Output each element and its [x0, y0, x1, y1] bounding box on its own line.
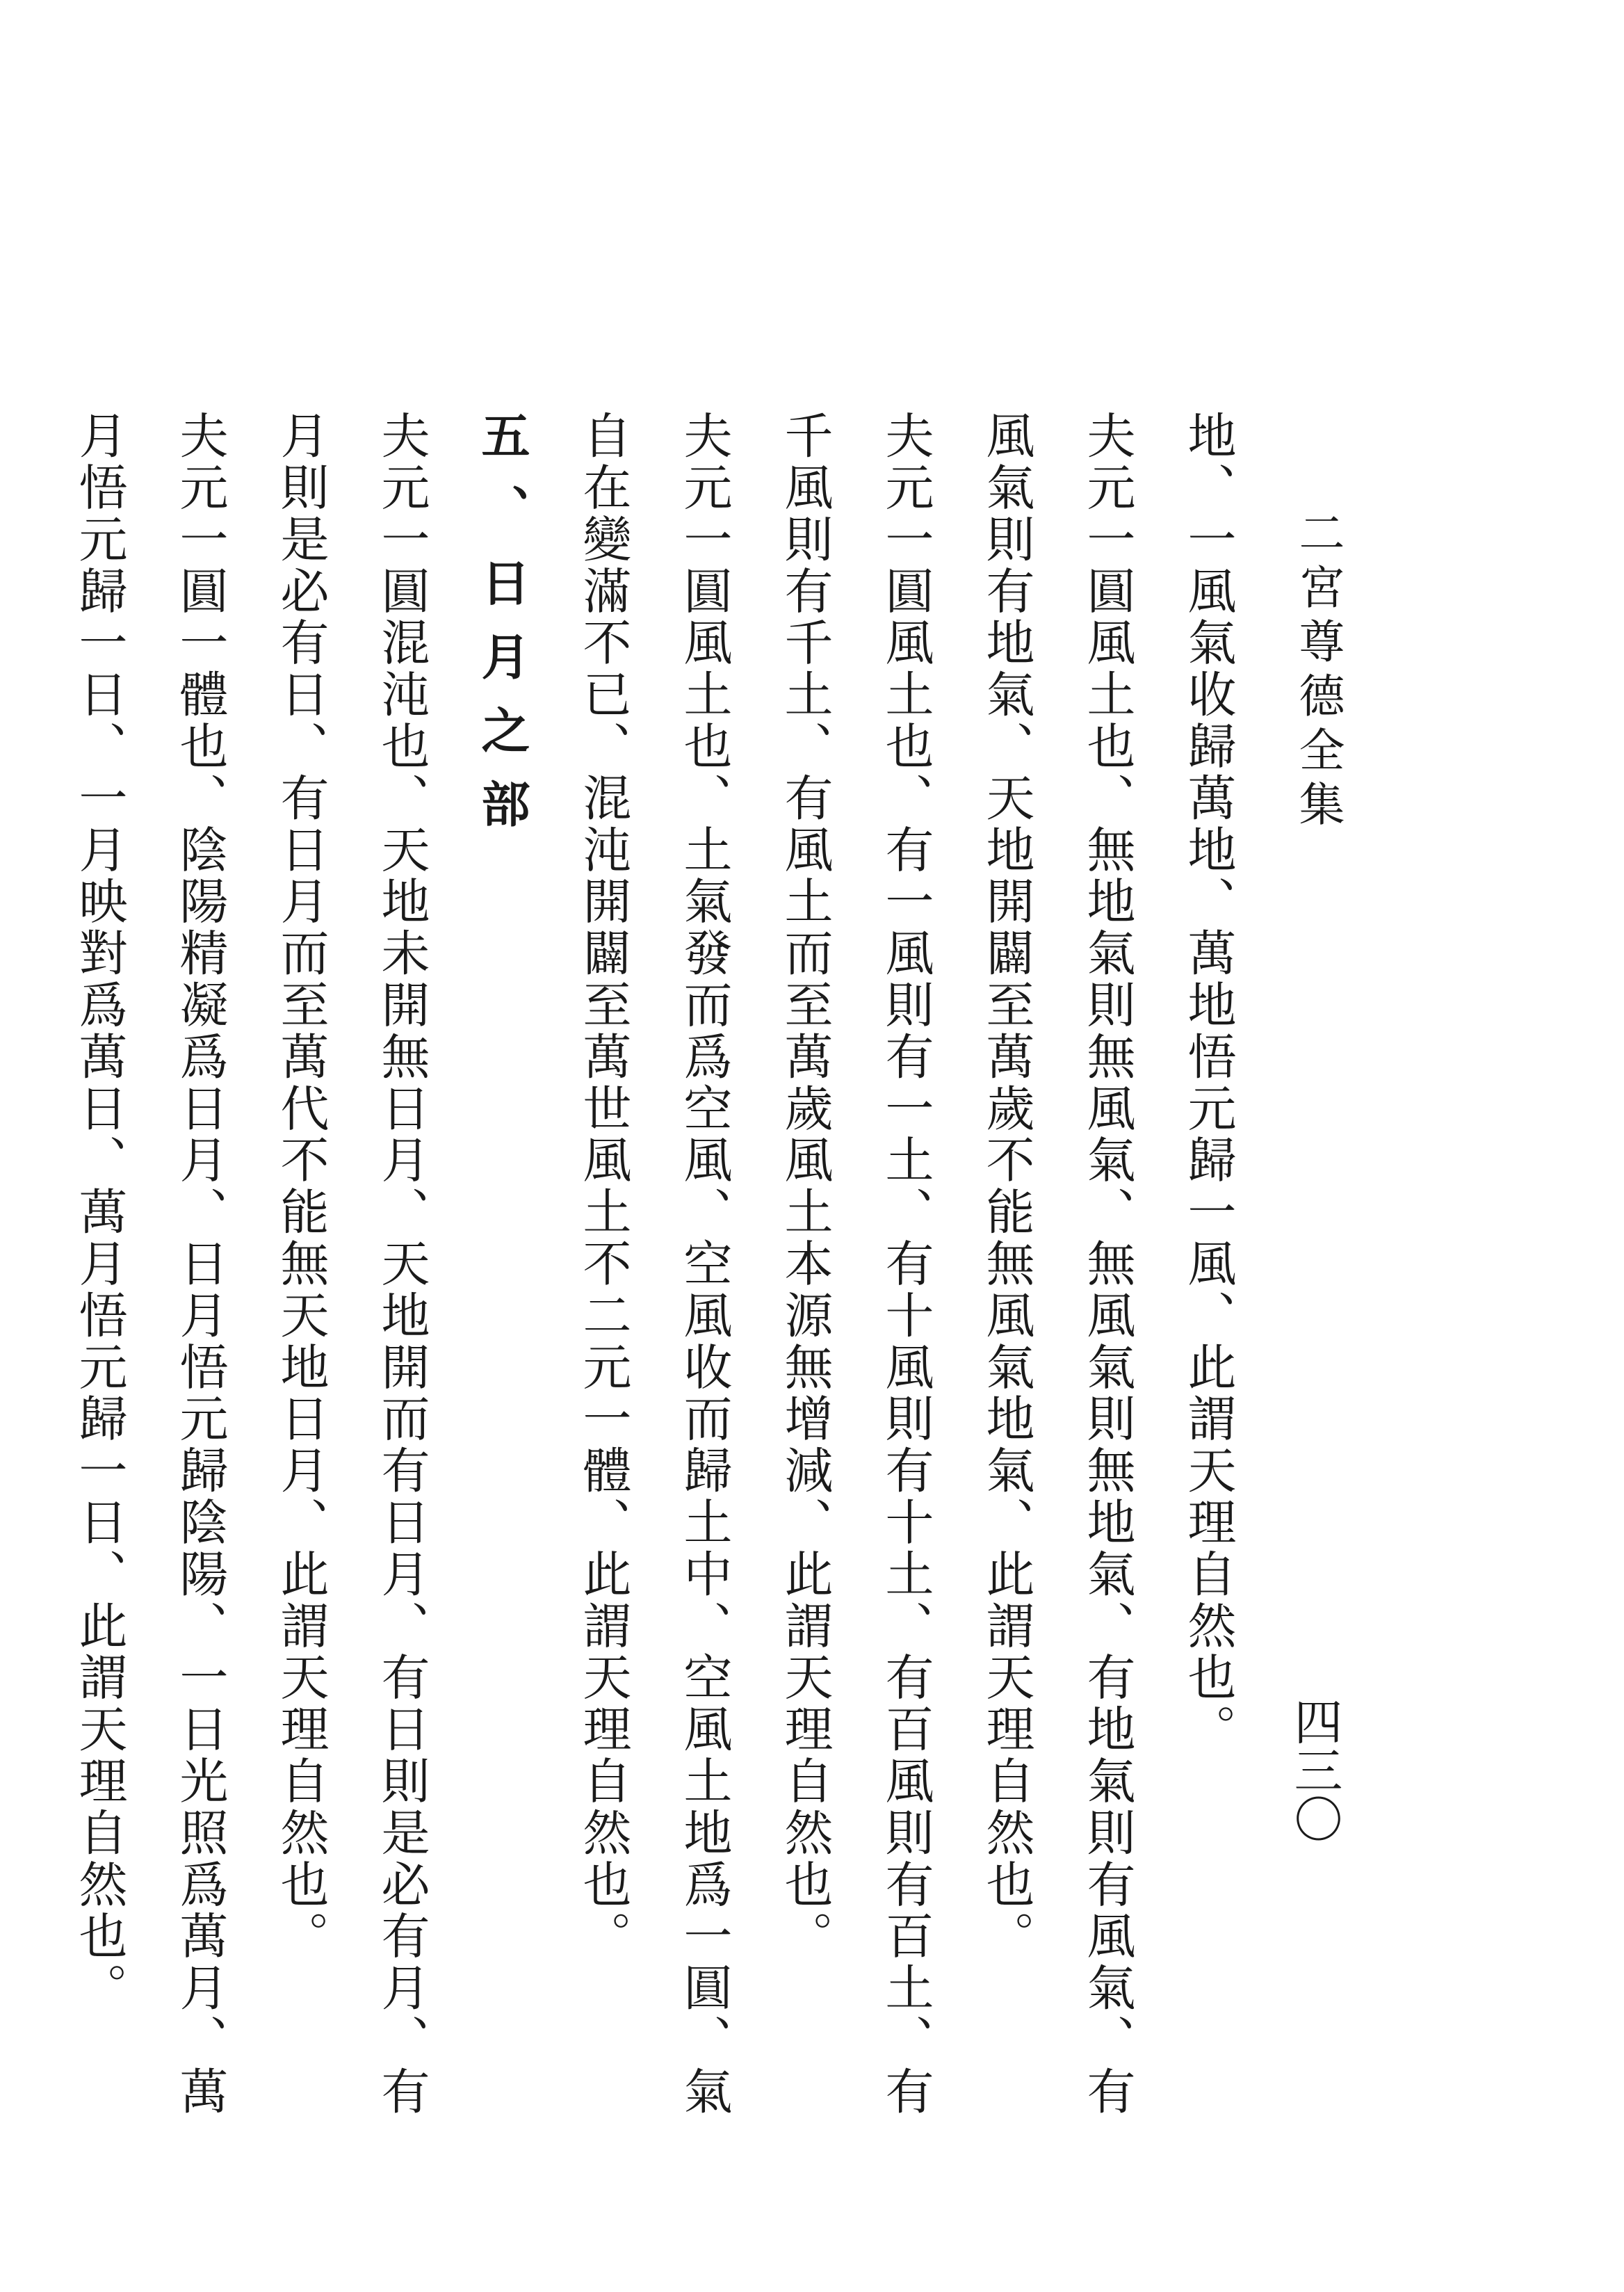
body-text: [71, 410, 1258, 2135]
paragraph: 夫元一圓一體也、陰陽精凝爲日月、日月悟元歸陰陽、一日光照爲萬月、萬月悟元歸一日、一月映對爲萬日、萬月悟元歸一日、此謂天理自然也。: [71, 410, 229, 2118]
paragraph: 夫元一圓混沌也、天地未開無日月、天地開而有日月、有日則是必有月、有月則是必有日、有日月而至萬代不能無天地日月、此謂天理自然也。: [273, 410, 430, 2118]
paragraph: 夫元一圓風土也、土氣發而爲空風、空風收而歸土中、空風土地爲一圓、氣自在變滿不已、混沌開闢至萬世風土不二元一體、此謂天理自然也。: [575, 410, 733, 2118]
section-heading: [452, 410, 553, 2135]
paragraph: 夫元一圓風土也、有一風則有一土、有十風則有十土、有百風則有百土、有千風則有千土、有風土而至萬歲風土本源無增減、此謂天理自然也。: [777, 410, 934, 2118]
section-title: 日月之部: [473, 558, 531, 853]
section-number: 五、: [473, 410, 531, 558]
running-title: 二宮尊德全集: [1291, 509, 1345, 834]
paragraph: 夫元一圓風土也、無地氣則無風氣、無風氣則無地氣、有地氣則有風氣、有風氣則有地氣、天地開闢至萬歲不能無風氣地氣、此謂天理自然也。: [978, 410, 1136, 2118]
page-number: 四三〇: [1286, 1697, 1343, 1843]
paragraph-continued: 地、一風氣收歸萬地、萬地悟元歸一風、此謂天理自然也。: [1180, 410, 1237, 1756]
